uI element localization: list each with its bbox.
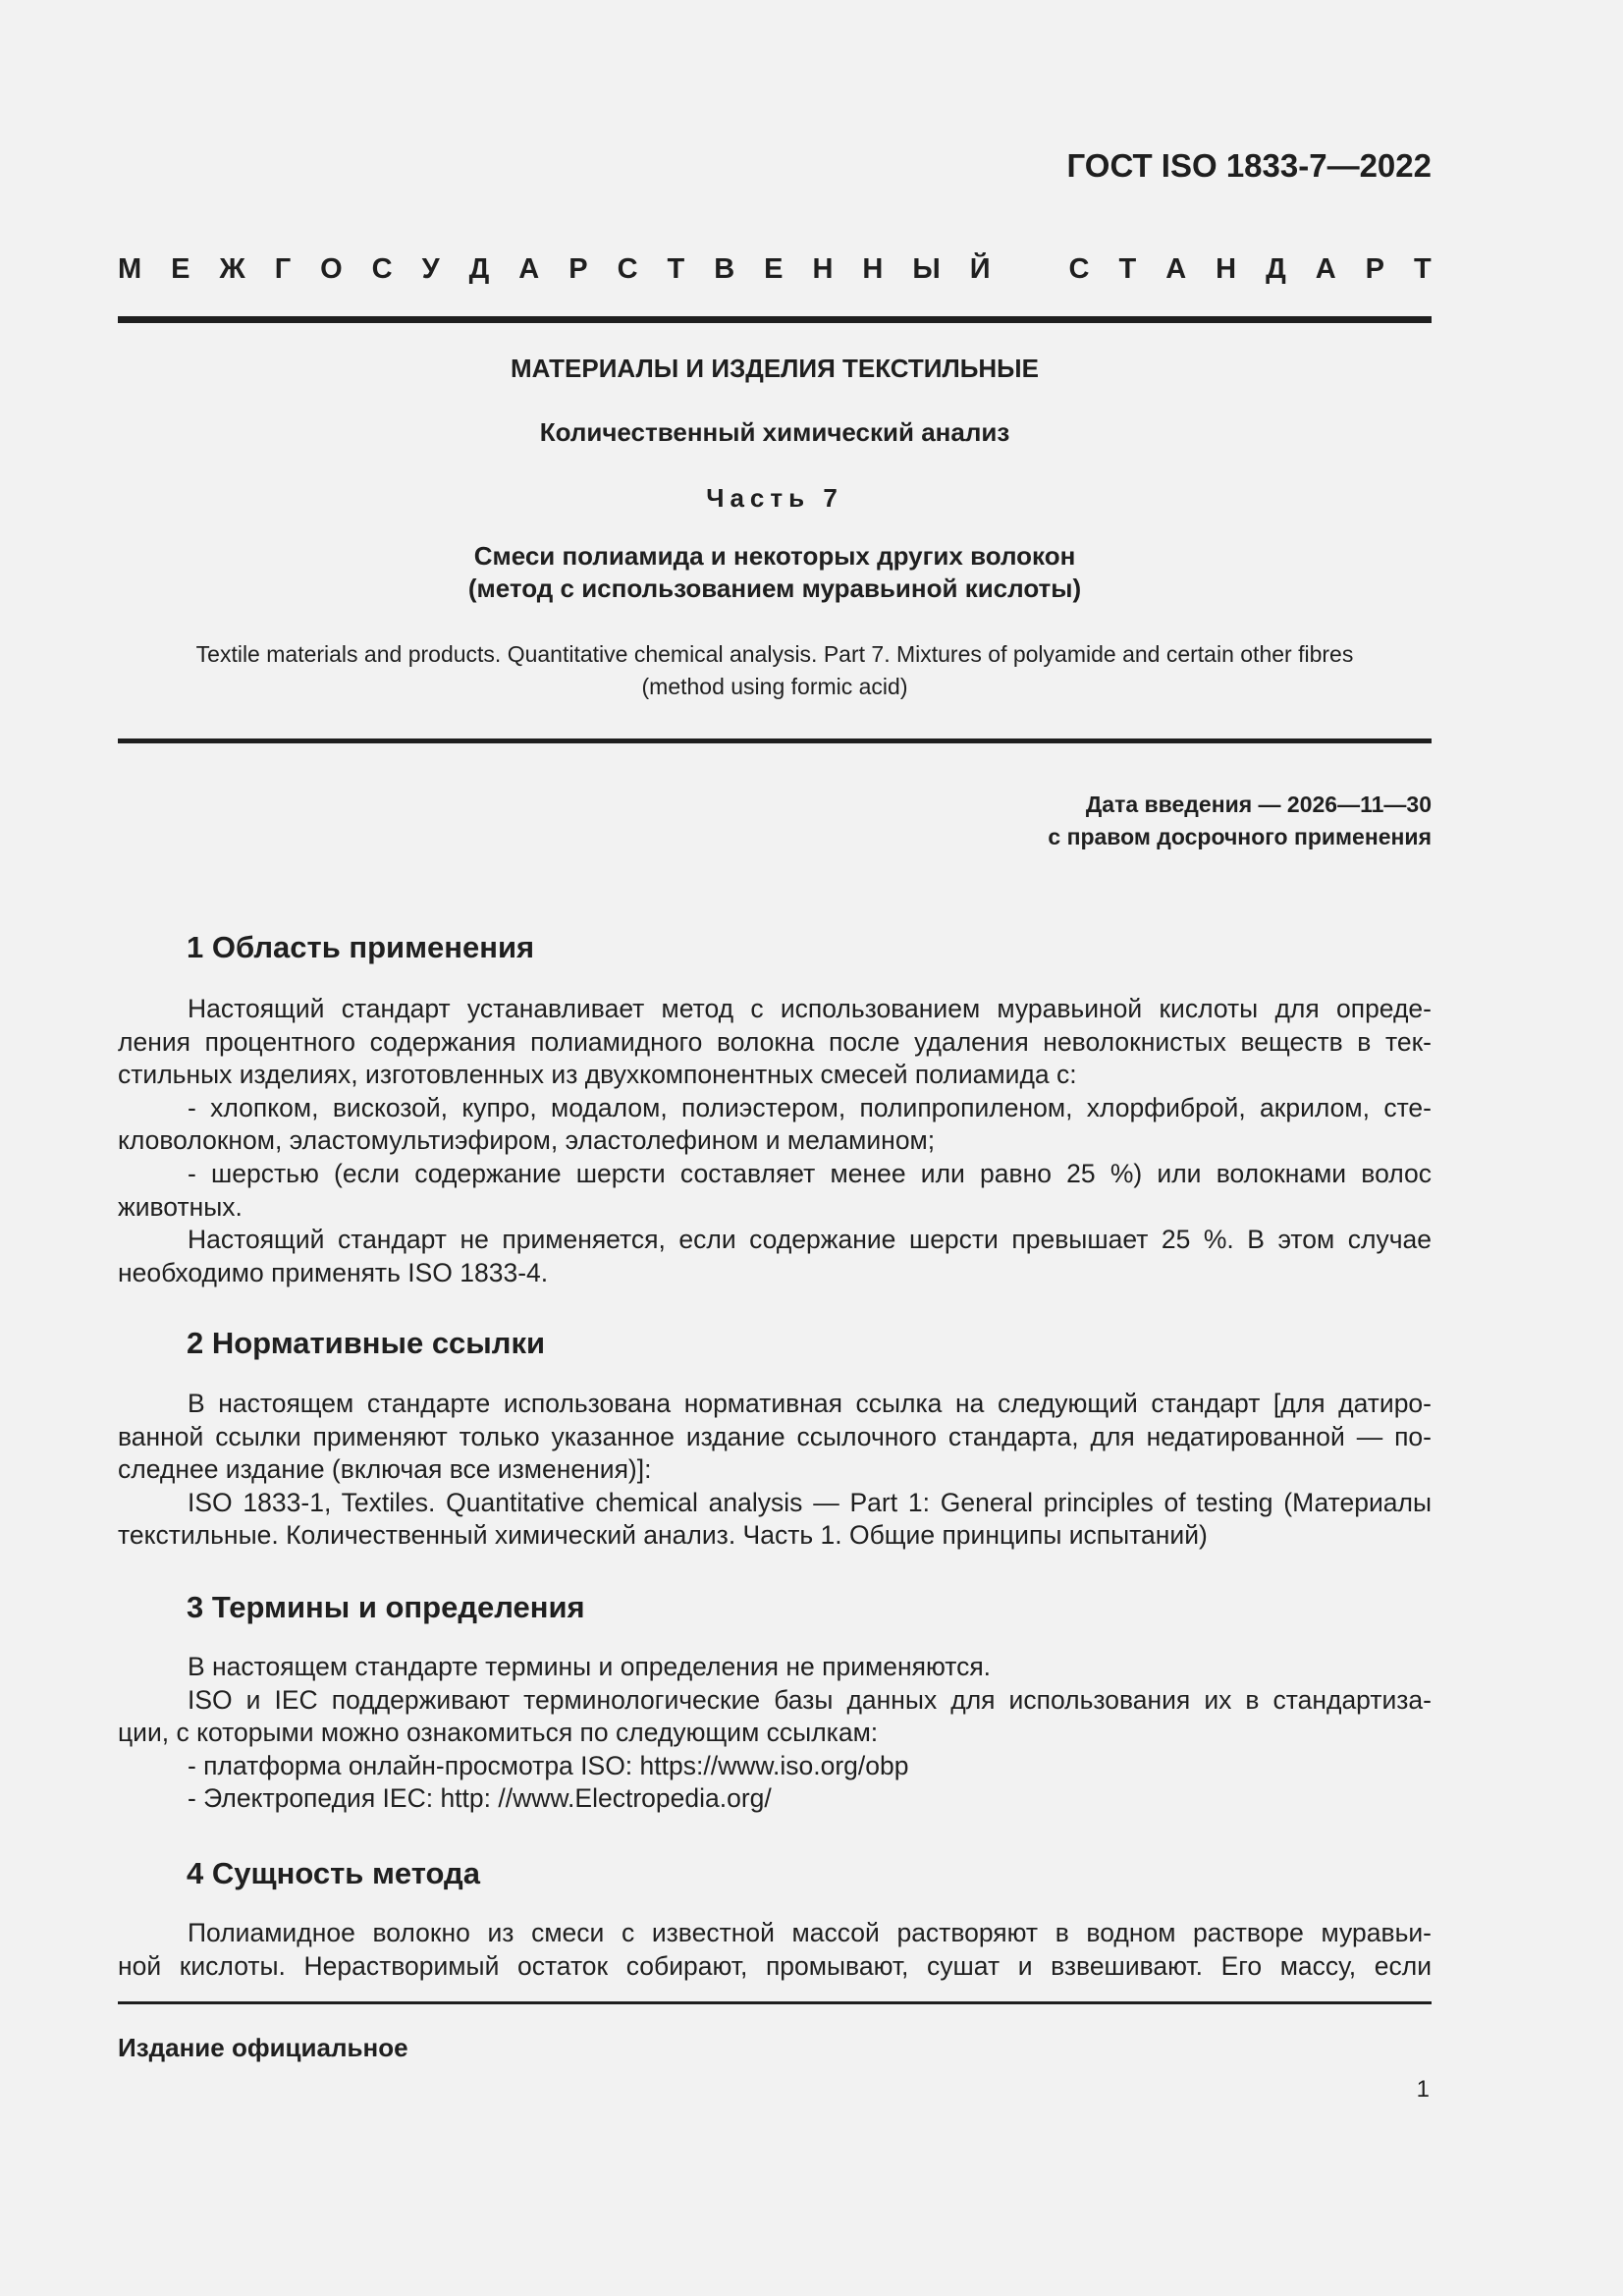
list-item: - хлопком, вискозой, купро, модалом, полиэстером, полипропиленом, хлорфиброй, акрилом, сте- xyxy=(188,1092,1432,1122)
english-title xyxy=(118,638,1432,703)
document-subtitle: Количественный химический анализ xyxy=(539,417,1010,447)
document-code: ГОСТ ISO 1833-7—2022 xyxy=(1066,147,1432,184)
top-divider xyxy=(118,316,1432,323)
header-letter: А xyxy=(1165,252,1187,285)
header-letter: Й xyxy=(969,252,991,285)
text-line: Полиамидное волокно из смеси с известной массой растворяют в водном растворе муравьи- xyxy=(188,1918,1432,1947)
standard-type-header xyxy=(118,246,1432,293)
header-letter: Р xyxy=(568,252,588,285)
introduction-date-line: Дата введения — 2026—11—30 xyxy=(1085,792,1432,817)
header-letter: Н xyxy=(862,252,884,285)
header-letter: С xyxy=(617,252,638,285)
header-letter: А xyxy=(518,252,540,285)
text-line: ISO и IEC поддерживают терминологические базы данных для использования их в стандартиза- xyxy=(188,1684,1432,1715)
text-line: необходимо применять ISO 1833-4. xyxy=(118,1257,549,1287)
header-letter: С xyxy=(371,252,393,285)
list-item: - платформа онлайн-просмотра ISO: https://www.iso.org/obp xyxy=(188,1750,909,1780)
text-line: стильных изделиях, изготовленных из двухкомпонентных смесей полиамида с: xyxy=(118,1060,1077,1090)
document-title: МАТЕРИАЛЫ И ИЗДЕЛИЯ ТЕКСТИЛЬНЫЕ xyxy=(511,354,1039,383)
header-letter: М xyxy=(118,252,142,285)
header-letter: Ы xyxy=(912,252,941,285)
early-application-line: с правом досрочного применения xyxy=(1048,824,1432,849)
header-letter: О xyxy=(320,252,343,285)
section-3-body xyxy=(118,1651,1432,1816)
text-line: кловолокном, эластомультиэфиром, эластолефином и меламином; xyxy=(118,1125,936,1156)
section-4-heading: 4 Сущность метода xyxy=(187,1856,480,1890)
text-line: текстильные. Количественный химический анализ. Часть 1. Общие принципы испытаний) xyxy=(118,1520,1208,1551)
section-3-heading: 3 Термины и определения xyxy=(187,1590,585,1624)
header-letter: Д xyxy=(468,252,490,285)
part-title-line: (метод с использованием муравьиной кислоты) xyxy=(467,574,1082,603)
text-line: Настоящий стандарт устанавливает метод с использованием муравьиной кислоты для опреде- xyxy=(188,994,1432,1023)
text-line: ной кислоты. Нерастворимый остаток собирают, промывают, сушат и взвешивают. Его массу, если xyxy=(118,1950,1432,1981)
introduction-date xyxy=(1048,789,1432,853)
header-letter: Т xyxy=(1118,252,1137,285)
header-letter: Г xyxy=(274,252,292,285)
english-title-line: Textile materials and products. Quantitative chemical analysis. Part 7. Mixtures of polyamide and certain other fibres xyxy=(195,641,1354,667)
reference-entry: ISO 1833-1, Textiles. Quantitative chemical analysis — Part 1: General principles of testing (Материалы xyxy=(188,1487,1432,1517)
part-label: Часть 7 xyxy=(706,483,843,513)
title-divider xyxy=(118,738,1432,743)
header-letter: Т xyxy=(1413,252,1432,285)
header-letter: У xyxy=(421,252,440,285)
part-title-line: Смеси полиамида и некоторых других волокон xyxy=(473,541,1076,571)
header-letter: А xyxy=(1315,252,1336,285)
text-line: В настоящем стандарте использована нормативная ссылка на следующий стандарт [для датиро- xyxy=(188,1389,1432,1418)
text-line: ванной ссылки применяют только указанное издание ссылочного стандарта, для недатированной — по- xyxy=(118,1421,1432,1451)
text-line: ции, с которыми можно ознакомиться по следующим ссылкам: xyxy=(118,1718,879,1748)
section-2-heading: 2 Нормативные ссылки xyxy=(187,1326,546,1360)
text-line: Настоящий стандарт не применяется, если содержание шерсти превышает 25 %. В этом случае xyxy=(188,1225,1432,1255)
text-line: следнее издание (включая все изменения)]: xyxy=(118,1454,652,1485)
header-letter: В xyxy=(714,252,735,285)
text-line: В настоящем стандарте термины и определения не применяются. xyxy=(188,1652,992,1681)
section-1-heading: 1 Область применения xyxy=(187,930,535,964)
section-4-body xyxy=(118,1917,1432,1983)
list-item: - шерстью (если содержание шерсти составляет менее или равно 25 %) или волокнами волос xyxy=(188,1158,1432,1188)
official-edition-label: Издание официальное xyxy=(118,2033,408,2062)
section-2-body xyxy=(118,1388,1432,1553)
header-letter: Н xyxy=(812,252,834,285)
header-letter: Д xyxy=(1266,252,1286,285)
header-letter: Р xyxy=(1365,252,1384,285)
header-letter: С xyxy=(1068,252,1090,285)
header-letter: Н xyxy=(1216,252,1237,285)
page-number: 1 xyxy=(1416,2076,1430,2103)
header-letter: Е xyxy=(171,252,190,285)
header-letter: Ж xyxy=(219,252,245,285)
section-1-body xyxy=(118,993,1432,1289)
footer-divider xyxy=(118,2001,1432,2004)
list-item: - Электропедия IEC: http: //www.Electropedia.org/ xyxy=(188,1783,772,1814)
header-letter: Т xyxy=(667,252,685,285)
part-title xyxy=(118,540,1432,605)
text-line: животных. xyxy=(118,1191,243,1222)
text-line: ления процентного содержания полиамидного волокна после удаления неволокнистых веществ в тек- xyxy=(118,1026,1432,1057)
english-title-line: (method using formic acid) xyxy=(641,674,908,699)
header-letter: Е xyxy=(764,252,784,285)
